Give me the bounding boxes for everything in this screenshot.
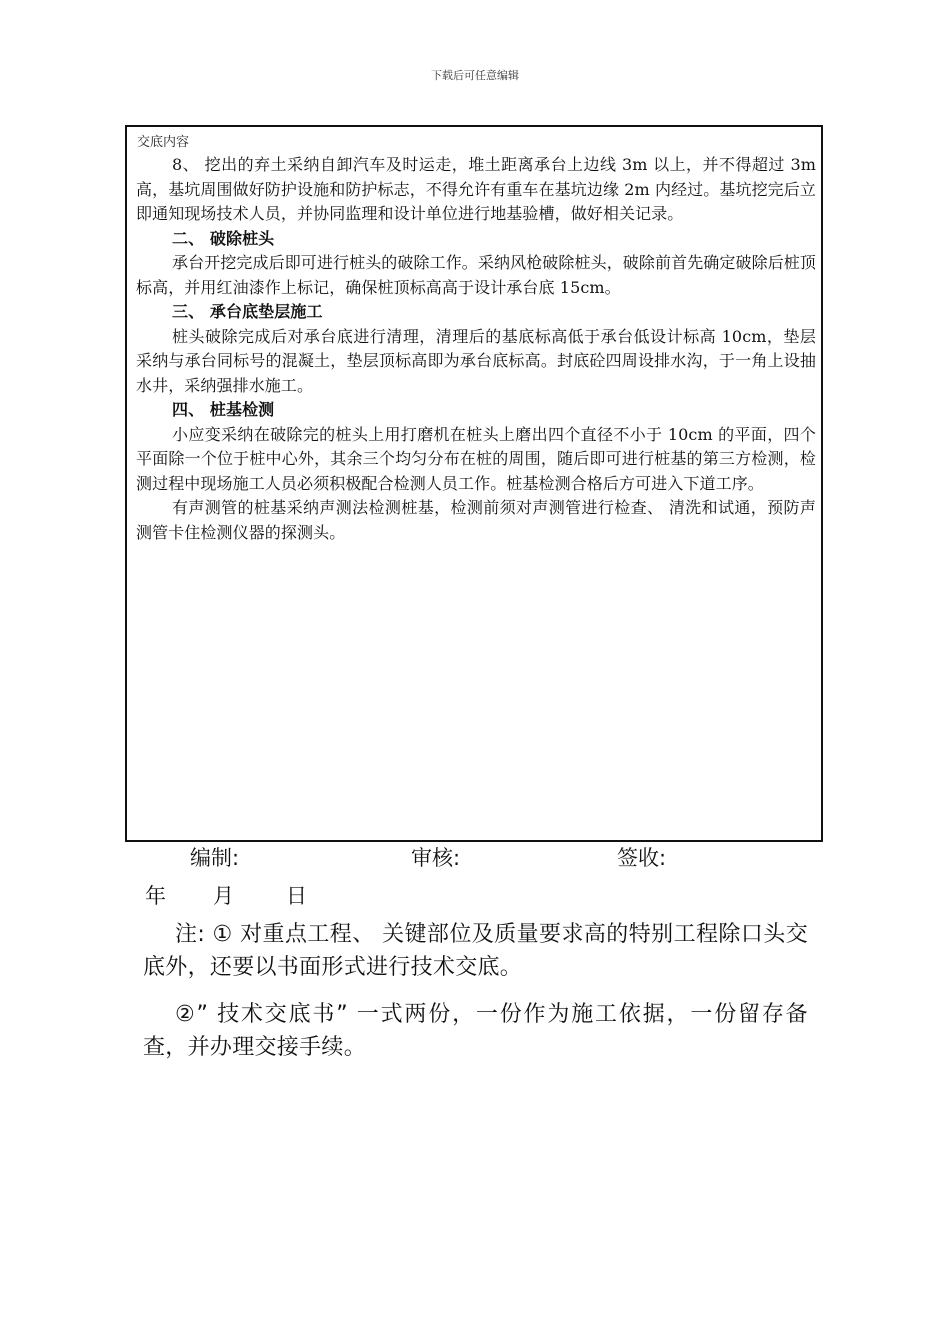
date-year: 年 (145, 884, 166, 908)
receive-label: 签收: (617, 846, 667, 870)
section-4-paragraph-2: 有声测管的桩基采纳声测法检测桩基，检测前须对声测管进行检查、 清洗和试通，预防声测管卡住检测仪器的探测头。 (136, 498, 816, 542)
review-label: 审核: (411, 846, 461, 870)
note-1: 注: ① 对重点工程、 关键部位及质量要求高的特别工程除口头交底外，还要以书面形式进行技术交底。 (143, 922, 808, 980)
date-month: 月 (213, 884, 234, 908)
section-3-paragraph: 桩头破除完成后对承台底进行清理，清理后的基底标高低于承台低设计标高 10cm，垫层采纳与承台同标号的混凝土，垫层顶标高即为承台底标高。封底砼四周设排水沟，于一角上设抽水井，采纳强排水施工。 (136, 326, 816, 395)
date-day: 日 (286, 884, 307, 908)
section-4-heading: 四、 桩基检测 (172, 400, 275, 419)
section-2-paragraph: 承台开挖完成后即可进行桩头的破除工作。采纳风枪破除桩头，破除前首先确定破除后桩顶标高，并用红油漆作上标记，确保桩顶标高高于设计承台底 15cm。 (136, 253, 817, 297)
disclosure-content-box (125, 125, 823, 842)
compile-label: 编制: (190, 846, 240, 870)
header-note: 下载后可任意编辑 (431, 69, 519, 82)
section-4-paragraph-1: 小应变采纳在破除完的桩头上用打磨机在桩头上磨出四个直径不小于 10cm 的平面，四个平面除一个位于桩中心外，其余三个均匀分布在桩的周围，随后即可进行桩基的第三方检测，检测过程中现场施工人员必须积极配合检测人员工作。桩基检测合格后方可进入下道工序。 (136, 424, 816, 493)
section-3-heading: 三、 承台底垫层施工 (172, 302, 323, 321)
note-2: ②” 技术交底书” 一式两份，一份作为施工依据，一份留存备查，并办理交接手续。 (143, 1002, 808, 1060)
box-body (136, 153, 816, 545)
notes (143, 918, 808, 1064)
section-2-heading: 二、 破除桩头 (172, 228, 275, 248)
item-8-paragraph: 8、 挖出的弃土采纳自卸汽车及时运走，堆土距离承台上边线 3m 以上，并不得超过 3m 高，基坑周围做好防护设施和防护标志，不得允许有重车在基坑边缘 2m 内经过。基坑挖完后立即通知现场技术人员，并协同监理和设计单位进行地基验槽，做好相关记录。 (136, 155, 816, 223)
box-label: 交底内容 (137, 135, 190, 150)
